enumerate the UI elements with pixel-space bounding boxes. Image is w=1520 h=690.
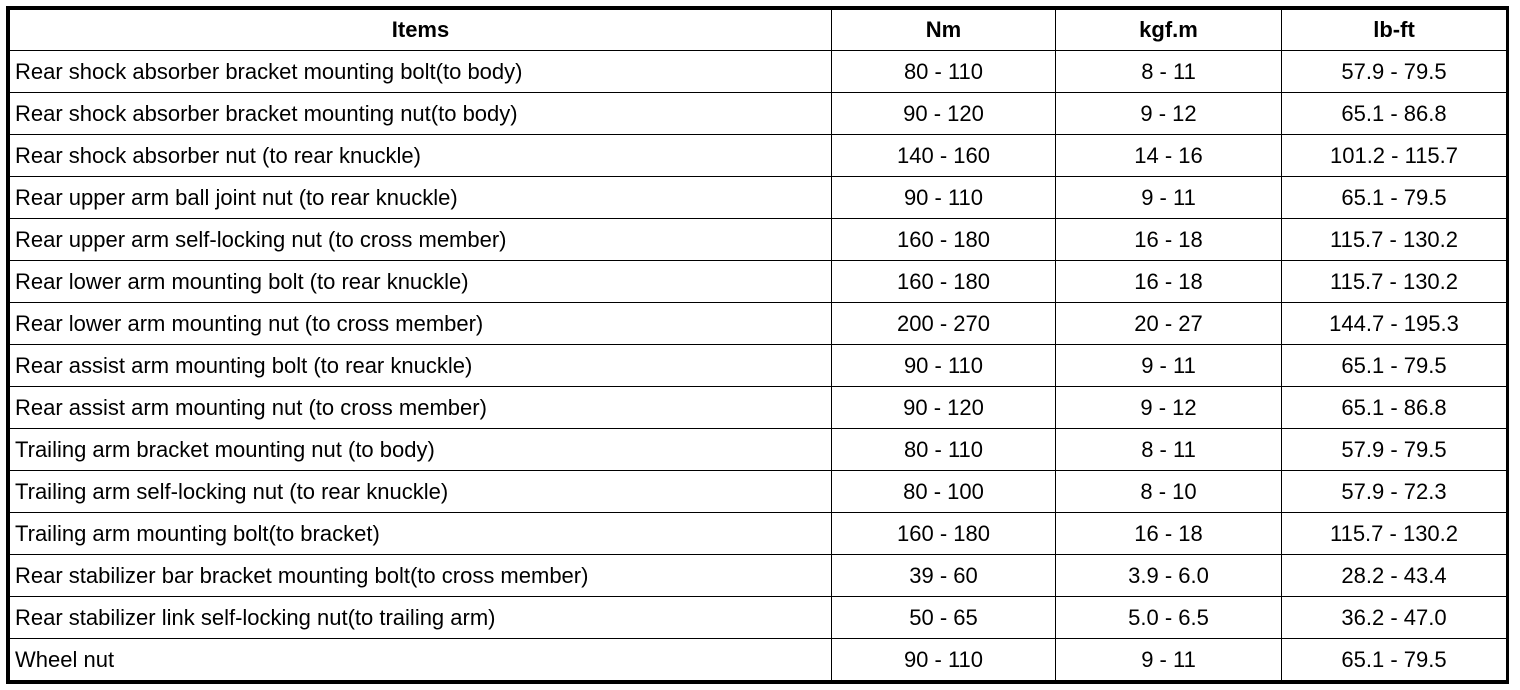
kgfm-cell: 16 - 18 bbox=[1056, 219, 1282, 261]
table-row bbox=[10, 135, 1507, 177]
kgfm-cell: 9 - 11 bbox=[1056, 639, 1282, 681]
kgfm-cell: 8 - 10 bbox=[1056, 471, 1282, 513]
item-cell: Rear upper arm ball joint nut (to rear knuckle) bbox=[10, 177, 832, 219]
kgfm-cell: 8 - 11 bbox=[1056, 429, 1282, 471]
lbft-cell: 65.1 - 79.5 bbox=[1282, 639, 1507, 681]
nm-cell: 90 - 110 bbox=[832, 345, 1056, 387]
nm-cell: 90 - 120 bbox=[832, 93, 1056, 135]
kgfm-cell: 16 - 18 bbox=[1056, 513, 1282, 555]
nm-cell: 80 - 110 bbox=[832, 51, 1056, 93]
item-cell: Trailing arm mounting bolt(to bracket) bbox=[10, 513, 832, 555]
table-row bbox=[10, 261, 1507, 303]
nm-cell: 90 - 110 bbox=[832, 177, 1056, 219]
kgfm-cell: 3.9 - 6.0 bbox=[1056, 555, 1282, 597]
item-cell: Rear upper arm self-locking nut (to cross member) bbox=[10, 219, 832, 261]
lbft-cell: 28.2 - 43.4 bbox=[1282, 555, 1507, 597]
header-nm: Nm bbox=[832, 10, 1056, 51]
item-cell: Trailing arm bracket mounting nut (to body) bbox=[10, 429, 832, 471]
lbft-cell: 115.7 - 130.2 bbox=[1282, 261, 1507, 303]
item-cell: Rear stabilizer link self-locking nut(to trailing arm) bbox=[10, 597, 832, 639]
nm-cell: 50 - 65 bbox=[832, 597, 1056, 639]
item-cell: Wheel nut bbox=[10, 639, 832, 681]
nm-cell: 90 - 120 bbox=[832, 387, 1056, 429]
nm-cell: 160 - 180 bbox=[832, 513, 1056, 555]
table-row bbox=[10, 555, 1507, 597]
nm-cell: 80 - 100 bbox=[832, 471, 1056, 513]
nm-cell: 80 - 110 bbox=[832, 429, 1056, 471]
table-row bbox=[10, 471, 1507, 513]
table-row bbox=[10, 177, 1507, 219]
lbft-cell: 65.1 - 86.8 bbox=[1282, 93, 1507, 135]
header-kgfm: kgf.m bbox=[1056, 10, 1282, 51]
nm-cell: 39 - 60 bbox=[832, 555, 1056, 597]
item-cell: Rear stabilizer bar bracket mounting bolt(to cross member) bbox=[10, 555, 832, 597]
table-row bbox=[10, 219, 1507, 261]
item-cell: Rear shock absorber bracket mounting bolt(to body) bbox=[10, 51, 832, 93]
item-cell: Rear assist arm mounting bolt (to rear knuckle) bbox=[10, 345, 832, 387]
nm-cell: 90 - 110 bbox=[832, 639, 1056, 681]
table-row bbox=[10, 639, 1507, 681]
torque-spec-table-frame bbox=[6, 6, 1509, 684]
kgfm-cell: 9 - 12 bbox=[1056, 93, 1282, 135]
table-row bbox=[10, 429, 1507, 471]
lbft-cell: 101.2 - 115.7 bbox=[1282, 135, 1507, 177]
table-row bbox=[10, 93, 1507, 135]
lbft-cell: 36.2 - 47.0 bbox=[1282, 597, 1507, 639]
kgfm-cell: 9 - 12 bbox=[1056, 387, 1282, 429]
table-row bbox=[10, 303, 1507, 345]
item-cell: Rear shock absorber bracket mounting nut(to body) bbox=[10, 93, 832, 135]
lbft-cell: 57.9 - 79.5 bbox=[1282, 51, 1507, 93]
lbft-cell: 57.9 - 79.5 bbox=[1282, 429, 1507, 471]
kgfm-cell: 9 - 11 bbox=[1056, 177, 1282, 219]
lbft-cell: 57.9 - 72.3 bbox=[1282, 471, 1507, 513]
item-cell: Trailing arm self-locking nut (to rear knuckle) bbox=[10, 471, 832, 513]
table-row bbox=[10, 513, 1507, 555]
table-row bbox=[10, 345, 1507, 387]
nm-cell: 140 - 160 bbox=[832, 135, 1056, 177]
nm-cell: 160 - 180 bbox=[832, 219, 1056, 261]
item-cell: Rear lower arm mounting nut (to cross member) bbox=[10, 303, 832, 345]
table-row bbox=[10, 51, 1507, 93]
item-cell: Rear shock absorber nut (to rear knuckle) bbox=[10, 135, 832, 177]
torque-spec-table bbox=[9, 9, 1507, 681]
nm-cell: 160 - 180 bbox=[832, 261, 1056, 303]
lbft-cell: 115.7 - 130.2 bbox=[1282, 219, 1507, 261]
kgfm-cell: 20 - 27 bbox=[1056, 303, 1282, 345]
lbft-cell: 115.7 - 130.2 bbox=[1282, 513, 1507, 555]
kgfm-cell: 14 - 16 bbox=[1056, 135, 1282, 177]
kgfm-cell: 5.0 - 6.5 bbox=[1056, 597, 1282, 639]
table-row bbox=[10, 387, 1507, 429]
nm-cell: 200 - 270 bbox=[832, 303, 1056, 345]
header-items: Items bbox=[10, 10, 832, 51]
kgfm-cell: 8 - 11 bbox=[1056, 51, 1282, 93]
lbft-cell: 65.1 - 79.5 bbox=[1282, 345, 1507, 387]
table-row bbox=[10, 597, 1507, 639]
header-lbft: lb-ft bbox=[1282, 10, 1507, 51]
lbft-cell: 144.7 - 195.3 bbox=[1282, 303, 1507, 345]
item-cell: Rear assist arm mounting nut (to cross member) bbox=[10, 387, 832, 429]
table-body bbox=[10, 51, 1507, 681]
header-row bbox=[10, 10, 1507, 51]
lbft-cell: 65.1 - 79.5 bbox=[1282, 177, 1507, 219]
lbft-cell: 65.1 - 86.8 bbox=[1282, 387, 1507, 429]
kgfm-cell: 16 - 18 bbox=[1056, 261, 1282, 303]
item-cell: Rear lower arm mounting bolt (to rear knuckle) bbox=[10, 261, 832, 303]
kgfm-cell: 9 - 11 bbox=[1056, 345, 1282, 387]
